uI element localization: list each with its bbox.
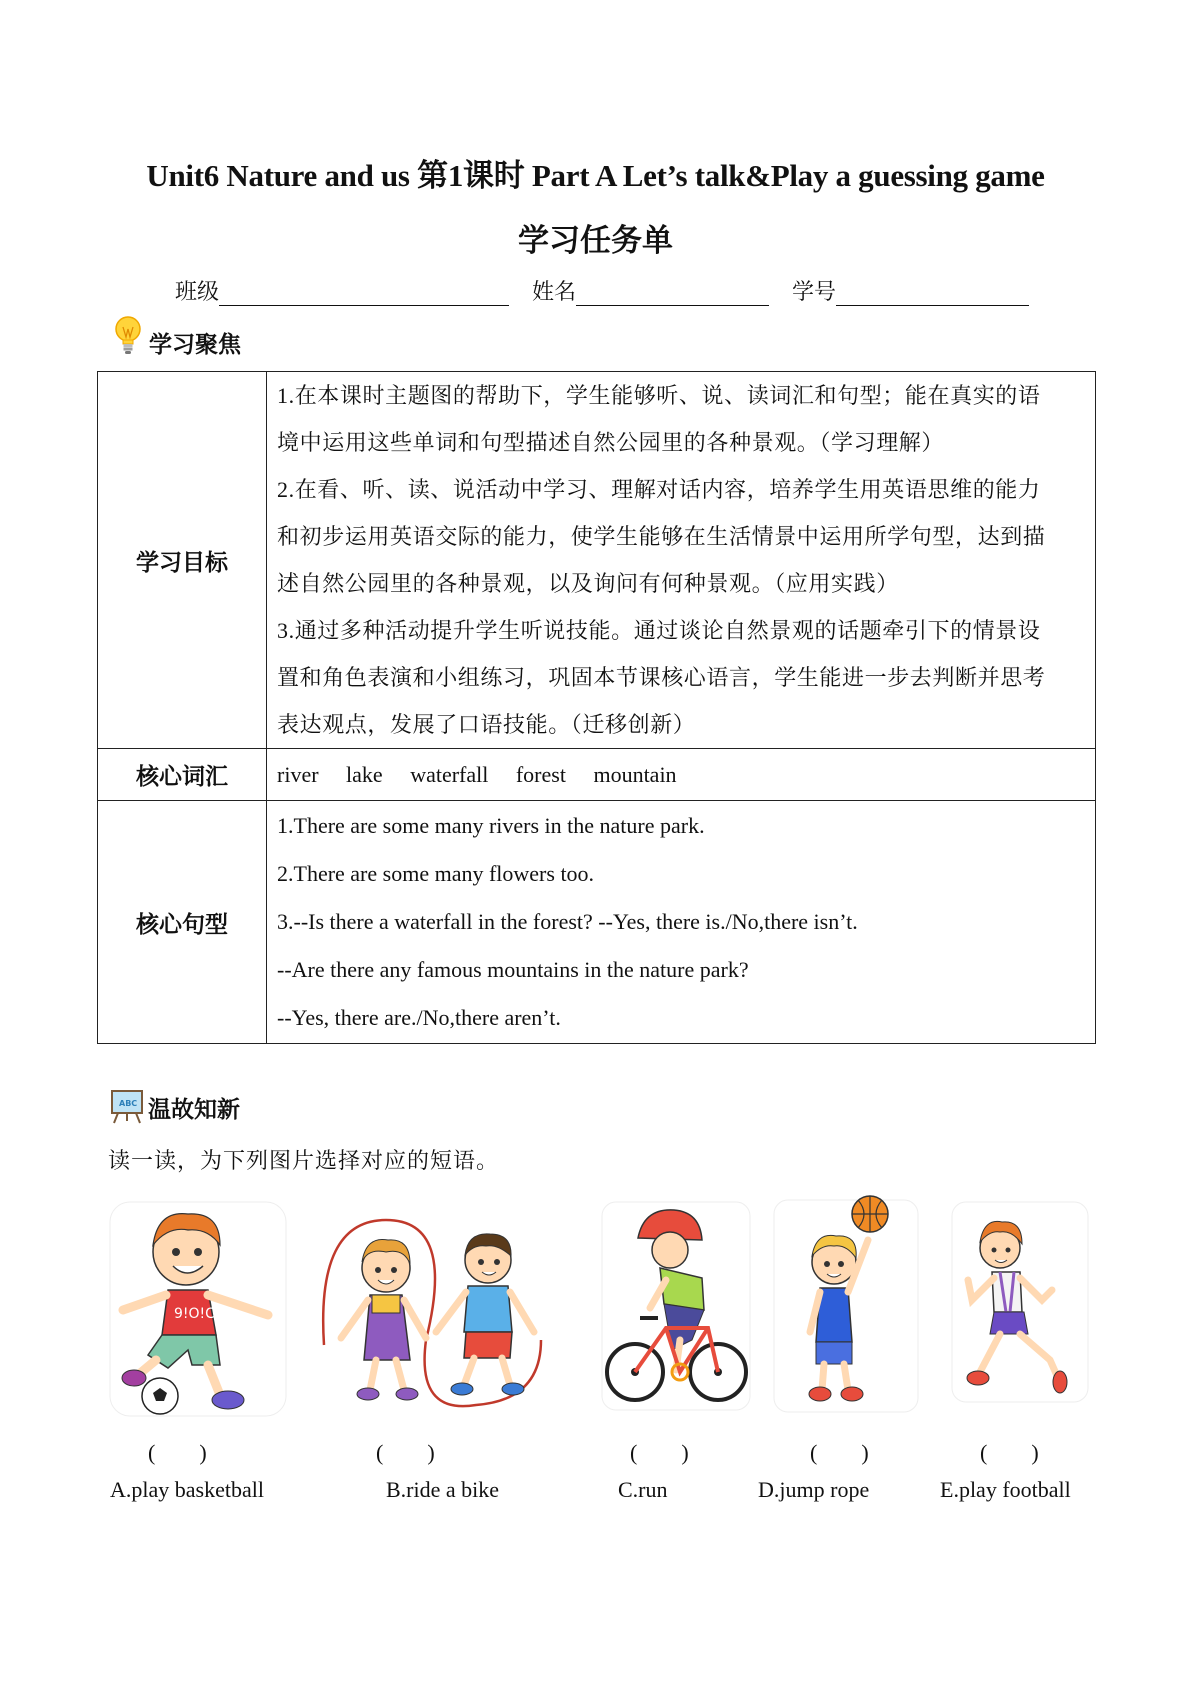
goal-line: 1.在本课时主题图的帮助下，学生能够听、说、读词汇和句型；能在真实的语 <box>277 383 1041 408</box>
sentence-line: 2.There are some many flowers too. <box>277 861 595 886</box>
name-label: 姓名 <box>532 279 577 304</box>
sentence-line: 1.There are some many rivers in the nature park. <box>277 813 705 838</box>
goal-line: 和初步运用英语交际的能力，使学生能够在生活情景中运用所学句型，达到描 <box>277 524 1046 549</box>
boy-playing-basketball-picture <box>772 1192 920 1414</box>
answer-blank-2[interactable]: ( ) <box>376 1440 435 1465</box>
svg-text:9!O!C: 9!O!C <box>174 1306 215 1322</box>
goals-content <box>267 372 1096 749</box>
sentence-line: --Yes, there are./No,there aren’t. <box>277 1005 561 1030</box>
option-e: E.play football <box>940 1477 1071 1502</box>
page-subtitle: 学习任务单 <box>518 223 673 258</box>
class-field[interactable] <box>219 279 509 306</box>
vocab-content <box>267 749 1096 801</box>
goal-line: 3.通过多种活动提升学生听说技能。通过谈论自然景观的话题牵引下的情景设 <box>277 618 1041 643</box>
review-section-heading <box>110 1088 240 1124</box>
focus-heading-text: 学习聚焦 <box>149 332 241 357</box>
option-b: B.ride a bike <box>386 1477 500 1502</box>
answer-blank-4[interactable]: ( ) <box>810 1440 869 1465</box>
vocab-word: river <box>277 761 319 787</box>
svg-text:ABC: ABC <box>119 1099 138 1108</box>
goals-row <box>98 372 1096 749</box>
number-label: 学号 <box>792 279 837 304</box>
class-label: 班级 <box>175 279 220 304</box>
boy-riding-bike-picture <box>600 1200 752 1412</box>
goals-label: 学习目标 <box>98 372 267 749</box>
goal-line: 置和角色表演和小组练习，巩固本节课核心语言，学生能进一步去判断并思考 <box>277 665 1046 690</box>
review-heading-text: 温故知新 <box>148 1097 240 1122</box>
sentences-label: 核心句型 <box>98 801 267 1044</box>
focus-section-heading <box>113 315 241 359</box>
vocab-row <box>98 749 1096 801</box>
kids-jumping-rope-picture <box>306 1200 552 1418</box>
page-title: Unit6 Nature and us 第1课时 Part A Let’s talk&Play a guessing game <box>146 158 1045 193</box>
goal-line: 表达观点，发展了口语技能。（迁移创新） <box>277 712 696 737</box>
goal-line: 2.在看、听、读、说活动中学习、理解对话内容，培养学生用英语思维的能力 <box>277 477 1041 502</box>
vocab-word: lake <box>346 761 383 787</box>
answer-blank-3[interactable]: ( ) <box>630 1440 689 1465</box>
answer-blank-5[interactable]: ( ) <box>980 1440 1039 1465</box>
goal-line: 述自然公园里的各种景观，以及询问有何种景观。（应用实践） <box>277 571 899 596</box>
lightbulb-icon <box>113 315 143 359</box>
option-a: A.play basketball <box>110 1477 264 1502</box>
option-d: D.jump rope <box>758 1477 870 1502</box>
option-c: C.run <box>618 1477 668 1502</box>
boy-running-picture <box>950 1200 1090 1405</box>
vocab-label: 核心词汇 <box>98 749 267 801</box>
name-field[interactable] <box>576 279 769 306</box>
sentences-content <box>267 801 1096 1044</box>
vocab-word: forest <box>515 761 566 787</box>
sentence-line: 3.--Is there a waterfall in the forest? --Yes, there is./No,there isn’t. <box>277 909 858 934</box>
sentences-row <box>98 801 1096 1044</box>
sentence-line: --Are there any famous mountains in the nature park? <box>277 957 749 982</box>
focus-table <box>97 371 1096 1044</box>
vocab-word: mountain <box>593 761 677 787</box>
vocab-word: waterfall <box>410 761 489 787</box>
student-info-line <box>175 275 1029 306</box>
answer-blank-1[interactable]: ( ) <box>148 1440 207 1465</box>
goal-line: 境中运用这些单词和句型描述自然公园里的各种景观。（学习理解） <box>277 430 945 455</box>
blackboard-icon <box>110 1088 144 1124</box>
number-field[interactable] <box>836 279 1029 306</box>
instruction-text: 读一读，为下列图片选择对应的短语。 <box>108 1148 500 1173</box>
boy-playing-football-picture <box>108 1200 288 1418</box>
